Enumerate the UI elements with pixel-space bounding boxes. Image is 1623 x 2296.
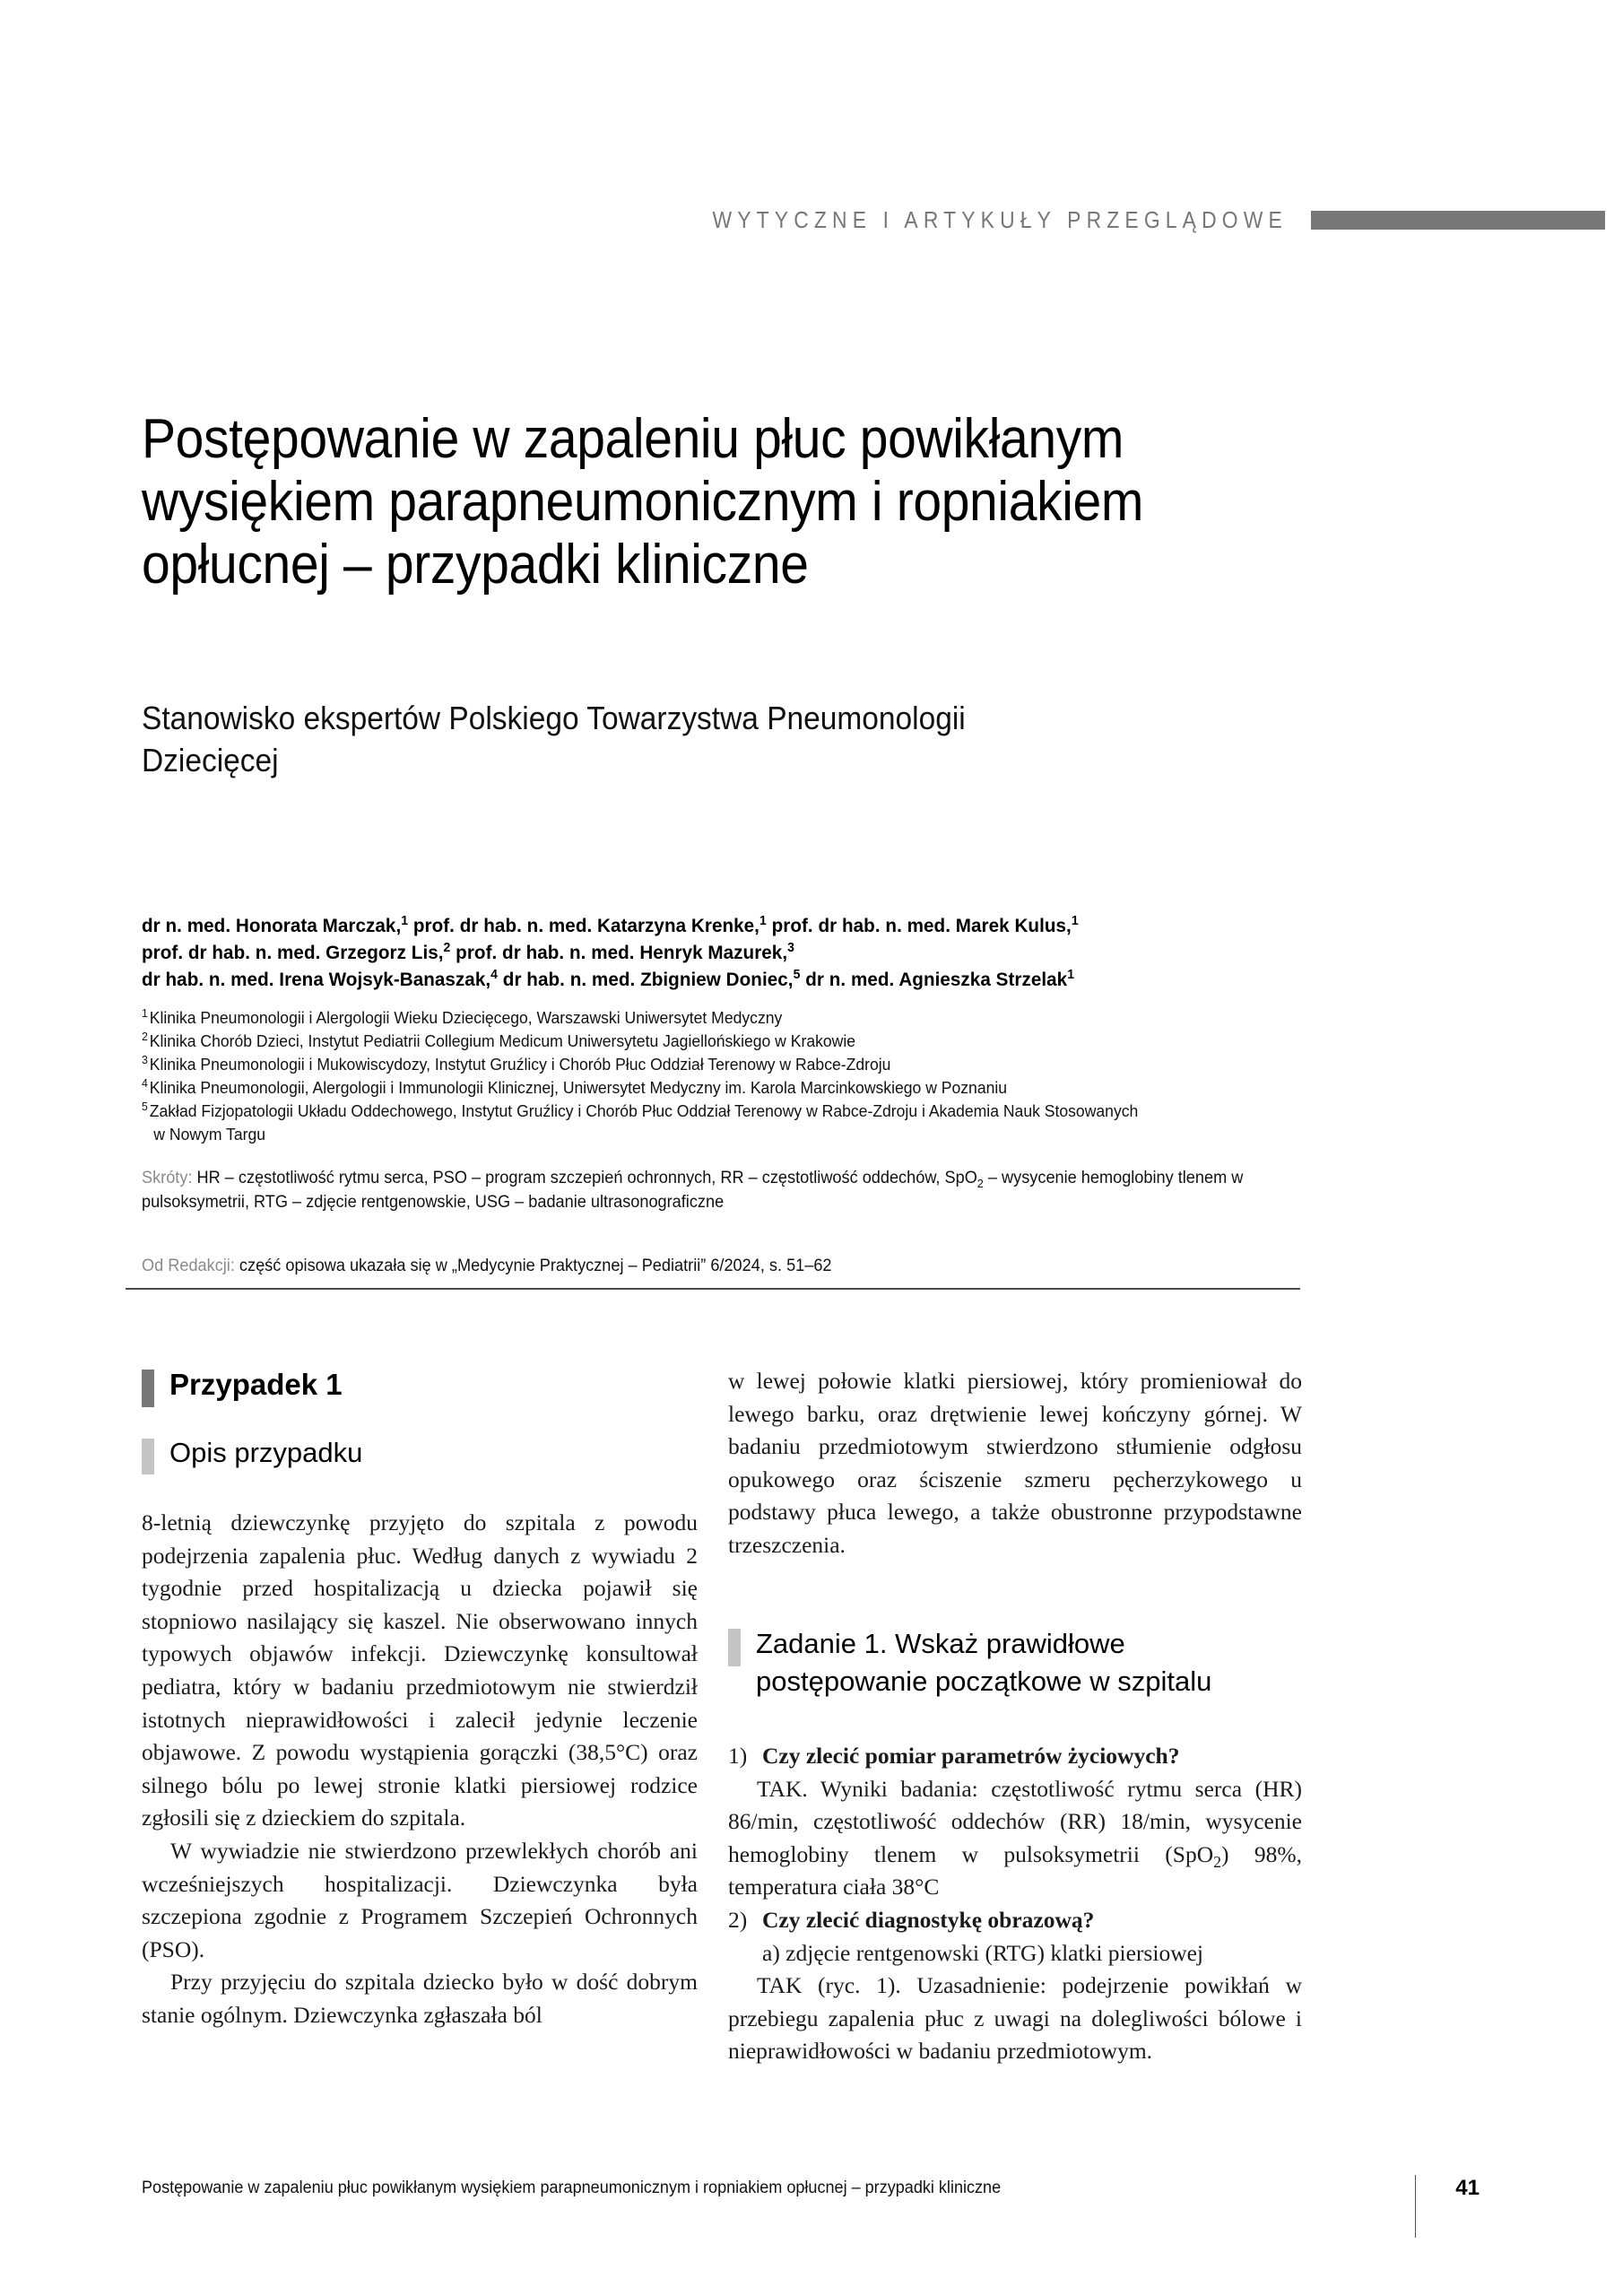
question-number: 2) <box>728 1906 748 1933</box>
author-text: dr hab. n. med. Irena Wojsyk-Banaszak, <box>142 969 491 990</box>
author-text: prof. dr hab. n. med. Marek Kulus, <box>766 915 1072 936</box>
affiliation-marker: 2 <box>142 1029 148 1043</box>
paragraph: 8-letnią dziewczynkę przyjęto do szpitala z powodu podejrzenia zapalenia płuc. Według danych z wywiadu 2 tygodnie przed hospitalizacją u dziecka pojawił się stopniowo nasilający się kaszel. Nie obserwowano innych typowych objawów infekcji. Dziewczynkę konsultował pediatra, który w badaniu przedmiotowym nie stwierdził istotnych nieprawidłowości i zalecił jedynie leczenie objawowe. Z powodu wystąpienia gorączki (38,5°C) oraz silnego bólu po lewej stronie klatki piersiowej rodzice zgłosili się z dzieckiem do szpitala. <box>142 1509 698 1831</box>
page-number: 41 <box>1455 2176 1480 2200</box>
answer-subscript: 2 <box>1213 1852 1222 1871</box>
question-text: Czy zlecić pomiar parametrów życiowych? <box>762 1743 1180 1769</box>
running-head-accent-bar <box>1311 211 1605 230</box>
article-subtitle: Stanowisko ekspertów Polskiego Towarzystwa Pneumonologii Dziecięcej <box>142 700 966 778</box>
section-heading-task-line-2: postępowanie początkowe w szpitalu <box>756 1665 1212 1697</box>
affiliation-item <box>142 1076 1351 1100</box>
running-head-text: WYTYCZNE I ARTYKUŁY PRZEGLĄDOWE <box>712 205 1288 233</box>
affiliation-marker: 3 <box>787 940 794 955</box>
affiliation-item <box>142 1030 1351 1053</box>
affiliation-marker: 2 <box>443 940 451 955</box>
answer-part-2: ) 98%, temperatura ciała 38°C <box>728 1840 1302 1900</box>
affiliation-item <box>142 1053 1351 1076</box>
affiliation-text: Klinika Pneumonologii i Alergologii Wieku Dziecięcego, Warszawski Uniwersytet Medyczny <box>149 1008 783 1027</box>
affiliation-marker: 3 <box>142 1052 148 1066</box>
section-heading-description <box>142 1435 362 1474</box>
paragraph: W wywiadzie nie stwierdzono przewlekłych chorób ani wcześniejszych hospitalizacji. Dziewczynka była szczepiona zgodnie z Programem Szczepień Ochronnych (PSO). <box>142 1837 698 1962</box>
body-column-right-questions <box>728 1740 1302 2068</box>
section-heading-task-line-1: Zadanie 1. Wskaż prawidłowe <box>756 1628 1125 1659</box>
affiliation-marker: 1 <box>401 913 409 928</box>
author-text: prof. dr hab. n. med. Katarzyna Krenke, <box>408 915 759 936</box>
affiliation-item-continuation: w Nowym Targu <box>153 1125 266 1144</box>
author-line-3 <box>142 966 1364 993</box>
section-heading-task <box>728 1625 1320 1700</box>
author-text: dr n. med. Agnieszka Strzelak <box>800 969 1068 990</box>
section-heading-description-label: Opis przypadku <box>169 1437 363 1468</box>
abbreviations-label: Skróty: <box>142 1169 193 1187</box>
affiliation-marker: 1 <box>1067 967 1075 982</box>
question-text: Czy zlecić diagnostykę obrazową? <box>762 1906 1095 1933</box>
question-item-2 <box>728 1904 1302 1937</box>
editorial-note <box>142 1254 1341 1278</box>
abbreviations-subscript: 2 <box>976 1176 984 1190</box>
author-text: dr hab. n. med. Zbigniew Doniec, <box>498 969 794 990</box>
author-list <box>142 912 1364 993</box>
answer-part-1: TAK. Wyniki badania: częstotliwość rytmu serca (HR) 86/min, częstotliwość oddechów (RR) 18/min, wysycenie hemoglobiny tlenem w pulsoksymetrii (SpO <box>728 1775 1302 1867</box>
affiliation-marker: 1 <box>142 1005 148 1020</box>
author-line-1 <box>142 912 1364 939</box>
body-column-left <box>142 1507 698 2032</box>
answer-text-2: TAK (ryc. 1). Uzasadnienie: podejrzenie powikłań w przebiegu zapalenia płuc z uwagi na dolegliwości bólowe i nieprawidłowości w badaniu przedmiotowym. <box>728 1972 1302 2065</box>
header-divider-rule <box>126 1288 1300 1290</box>
section-heading-task-text <box>756 1625 1211 1700</box>
author-text: prof. dr hab. n. med. Henryk Mazurek, <box>450 942 788 963</box>
abbreviations-block <box>142 1166 1341 1214</box>
affiliation-marker: 4 <box>142 1075 148 1090</box>
section-heading-case-label: Przypadek 1 <box>169 1368 343 1401</box>
question-sub-option-a: a) zdjęcie rentgenowski (RTG) klatki piersiowej <box>762 1939 1204 1966</box>
editorial-note-label: Od Redakcji: <box>142 1257 235 1275</box>
affiliation-list <box>142 1006 1351 1146</box>
section-heading-case <box>142 1366 343 1407</box>
affiliation-text: Klinika Chorób Dzieci, Instytut Pediatrii Collegium Medicum Uniwersytetu Jagiellońskiego w Krakowie <box>149 1031 856 1050</box>
paragraph: w lewej połowie klatki piersiowej, który promieniował do lewego barku, oraz drętwienie lewej kończyny górnej. W badaniu przedmiotowym stwierdzono stłumienie odgłosu opukowego oraz ściszenie szmeru pęcherzykowego u podstawy płuca lewego, a także obustronne przypodstawne trzeszczenia. <box>728 1368 1302 1558</box>
author-text: prof. dr hab. n. med. Grzegorz Lis, <box>142 942 444 963</box>
question-number: 1) <box>728 1743 748 1769</box>
body-column-right-top <box>728 1365 1302 1562</box>
author-text: dr n. med. Honorata Marczak, <box>142 915 402 936</box>
footer-running-title: Postępowanie w zapaleniu płuc powikłanym wysiękiem parapneumonicznym i ropniakiem opłucnej – przypadki kliniczne <box>142 2179 1002 2197</box>
abbreviations-text-2: – wysycenie hemoglobiny tlenem w pulsoksymetrii, RTG – zdjęcie rentgenowskie, USG – badanie ultrasonograficzne <box>142 1169 1244 1212</box>
accent-bar-icon <box>142 1439 154 1474</box>
affiliation-marker: 4 <box>490 967 499 982</box>
affiliation-marker: 1 <box>759 913 767 928</box>
paragraph: Przy przyjęciu do szpitala dziecko było w dość dobrym stanie ogólnym. Dziewczynka zgłaszała ból <box>142 1969 698 2028</box>
accent-bar-icon <box>728 1629 741 1666</box>
author-line-2 <box>142 939 1364 966</box>
affiliation-marker: 1 <box>1071 913 1079 928</box>
abbreviations-text-1: HR – częstotliwość rytmu serca, PSO – program szczepień ochronnych, RR – częstotliwość oddechów, SpO <box>192 1169 977 1187</box>
affiliation-marker: 5 <box>142 1099 148 1113</box>
affiliation-text: Zakład Fizjopatologii Układu Oddechowego, Instytut Gruźlicy i Chorób Płuc Oddział Terenowy w Rabce-Zdroju i Akademia Nauk Stosowanych <box>149 1101 1139 1120</box>
affiliation-item <box>142 1006 1351 1030</box>
running-head <box>126 202 1605 238</box>
footer-divider-rule <box>1415 2175 1416 2238</box>
accent-bar-icon <box>142 1370 154 1407</box>
page-footer <box>142 2157 1480 2220</box>
affiliation-text: Klinika Pneumonologii i Mukowiscydozy, Instytut Gruźlicy i Chorób Płuc Oddział Terenowy w Rabce-Zdroju <box>149 1055 891 1074</box>
affiliation-item <box>142 1100 1351 1123</box>
affiliation-text: Klinika Pneumonologii, Alergologii i Immunologii Klinicznej, Uniwersytet Medyczny im. Karola Marcinkowskiego w Poznaniu <box>149 1078 1008 1097</box>
article-title: Postępowanie w zapaleniu płuc powikłanym wysiękiem parapneumonicznym i ropniakiem opłucnej – przypadki kliniczne <box>142 408 1144 596</box>
answer-text-1 <box>728 1773 1302 1904</box>
editorial-note-text: część opisowa ukazała się w „Medycynie Praktycznej – Pediatrii” 6/2024, s. 51–62 <box>234 1257 832 1275</box>
question-item-1 <box>728 1740 1302 1773</box>
affiliation-marker: 5 <box>793 967 801 982</box>
